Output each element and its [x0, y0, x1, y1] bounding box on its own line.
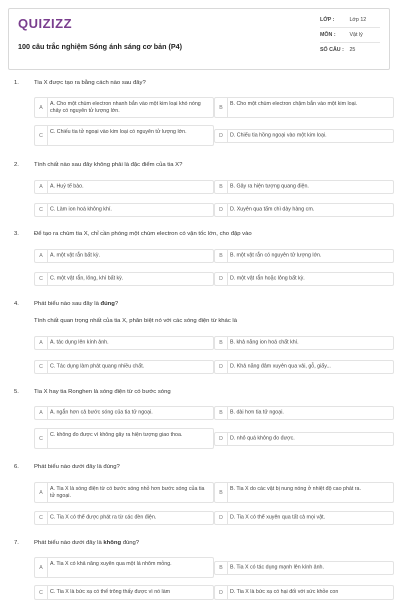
meta-divider — [320, 27, 380, 28]
option-text: B. dài hơn tia tử ngoại. — [230, 409, 284, 416]
option-text: D. Khả năng đâm xuyên qua vải, gỗ, giấy... — [230, 363, 331, 370]
option-letter: C — [35, 429, 48, 448]
question-number: 1. — [14, 80, 19, 86]
option-b[interactable] — [214, 482, 394, 503]
option-text: A. Huỷ tế bào. — [50, 183, 84, 190]
option-letter: B — [215, 250, 228, 262]
option-c[interactable] — [34, 125, 214, 146]
option-text: A. Tia X là sóng điện từ có bước sóng nhỏ hơn bước sóng của tia tử ngoại. — [50, 486, 205, 499]
option-text: C. Chiếu tia tử ngoại vào kim loại có nguyên tử lượng lớn. — [50, 129, 187, 135]
meta-subject-label: MÔN : — [320, 32, 336, 38]
meta-subject-value: Vật lý — [349, 32, 363, 38]
option-d[interactable] — [214, 203, 394, 217]
option-letter: B — [215, 483, 228, 502]
meta-grade-label: LỚP : — [320, 17, 335, 23]
question-text-part: ? — [114, 301, 119, 307]
option-letter: D — [215, 130, 228, 142]
question-text — [34, 301, 374, 307]
option-c[interactable] — [34, 203, 214, 217]
option-b[interactable] — [214, 561, 394, 575]
option-letter: D — [215, 204, 228, 216]
option-d[interactable] — [214, 585, 394, 600]
option-text: A. Cho một chùm electron nhanh bắn vào một kim loại khó nóng chảy có nguyên tử lượng lớn. — [50, 101, 201, 114]
question-text: Tính chất nào sau đây không phải là đặc điểm của tia X? — [34, 162, 183, 168]
option-text: C. một vật rắn, lỏng, khí bất kỳ. — [50, 275, 124, 282]
meta-grade — [320, 17, 366, 23]
option-letter: A — [35, 483, 48, 502]
question-number: 6. — [14, 464, 19, 470]
question-text-part: Phát biểu nào dưới đây là — [34, 540, 104, 546]
option-text: A. ngắn hơn cả bước sóng của tia tử ngoại. — [50, 409, 153, 416]
question-text-emphasis: không — [103, 540, 122, 546]
option-text: C. Tác dụng làm phát quang nhiều chất. — [50, 363, 145, 370]
option-c[interactable] — [34, 360, 214, 374]
option-text: D. Chiếu tia hồng ngoại vào một kim loại. — [230, 132, 327, 139]
question-number: 2. — [14, 162, 19, 168]
option-d[interactable] — [214, 129, 394, 143]
option-text: D. một vật rắn hoặc lỏng bất kỳ. — [230, 275, 305, 282]
question-text: Tia X được tạo ra bằng cách nào sau đây? — [34, 80, 146, 86]
option-text: D. Tia X có thể xuyên qua tất cả mọi vật. — [230, 514, 326, 521]
option-d[interactable] — [214, 272, 394, 286]
meta-count — [320, 47, 355, 53]
question-number: 7. — [14, 540, 19, 546]
question-text: Tia X hay tia Ronghen là sóng điện từ có bước sóng — [34, 389, 171, 395]
worksheet-title: 100 câu trắc nghiệm Sóng ánh sáng cơ bản (P4) — [18, 42, 183, 51]
option-letter: B — [215, 98, 228, 117]
option-letter: A — [35, 181, 48, 193]
meta-grade-value: Lớp 12 — [349, 17, 367, 23]
option-text: D. Xuyên qua tấm chì dày hàng cm. — [230, 206, 315, 213]
option-text: C. Làm ion hoá không khí. — [50, 206, 112, 213]
meta-divider — [320, 42, 380, 43]
option-letter: C — [35, 126, 48, 145]
option-letter: D — [215, 361, 228, 373]
option-c[interactable] — [34, 428, 214, 449]
option-letter: D — [215, 512, 228, 524]
question-text: Phát biểu nào dưới đây là đúng? — [34, 464, 120, 470]
option-text: D. nhỏ quá không đo được. — [230, 435, 295, 442]
meta-count-label: SỐ CÂU : — [320, 47, 344, 53]
question-text-part: Phát biểu nào sau đây là — [34, 301, 101, 307]
meta-count-value: 25 — [349, 47, 356, 53]
question-text: Để tạo ra chùm tia X, chỉ cần phóng một chùm electron có vận tốc lớn, cho đập vào — [34, 231, 252, 237]
option-a[interactable] — [34, 249, 214, 263]
question-text-part: đúng? — [121, 540, 140, 546]
option-text: C. Tia X là bức xạ có thể trông thấy được vì nó làm — [50, 589, 171, 595]
option-letter: D — [215, 273, 228, 285]
option-letter: B — [215, 407, 228, 419]
option-text: C. không đo được vì không gây ra hiện tượng giao thoa. — [50, 432, 183, 438]
option-text: D. Tia X là bức xạ có hại đối với sức khỏe con — [230, 589, 339, 595]
question-number: 5. — [14, 389, 19, 395]
option-letter: A — [35, 250, 48, 262]
option-a[interactable] — [34, 482, 214, 503]
option-b[interactable] — [214, 406, 394, 420]
question-number: 4. — [14, 301, 19, 307]
option-c[interactable] — [34, 585, 214, 600]
option-letter: A — [35, 407, 48, 419]
option-text: A. tác dụng lên kính ảnh. — [50, 339, 109, 346]
meta-subject — [320, 32, 363, 38]
question-text — [34, 540, 374, 546]
question-text-emphasis: đúng — [100, 301, 115, 307]
option-text: A. Tia X có khả năng xuyên qua một lá nhôm mỏng. — [50, 561, 172, 567]
option-b[interactable] — [214, 336, 394, 350]
option-letter: A — [35, 98, 48, 117]
option-letter: D — [215, 433, 228, 445]
option-a[interactable] — [34, 97, 214, 118]
question-number: 3. — [14, 231, 19, 237]
option-text: B. Cho một chùm electron chậm bắn vào một kim loại. — [230, 101, 358, 107]
option-a[interactable] — [34, 180, 214, 194]
option-b[interactable] — [214, 97, 394, 118]
option-text: B. khả năng ion hoá chất khí. — [230, 339, 299, 346]
question-subtext: Tính chất quan trọng nhất của tia X, phân biệt nó với các sóng điện từ khác là — [34, 318, 237, 324]
option-letter: A — [35, 558, 48, 577]
option-letter: C — [35, 361, 48, 373]
option-a[interactable] — [34, 557, 214, 578]
option-letter: C — [35, 512, 48, 524]
option-d[interactable] — [214, 511, 394, 525]
quizizz-logo: QUIZIZZ — [18, 16, 73, 31]
option-b[interactable] — [214, 180, 394, 194]
option-text: B. Gây ra hiện tượng quang điện. — [230, 183, 309, 190]
option-text: B. Tia X do các vật bị nung nóng ở nhiệt độ cao phát ra. — [230, 486, 361, 492]
option-c[interactable] — [34, 511, 214, 525]
option-a[interactable] — [34, 406, 214, 420]
option-d[interactable] — [214, 432, 394, 446]
option-letter: C — [35, 273, 48, 285]
option-letter: B — [215, 337, 228, 349]
option-letter: C — [35, 586, 48, 599]
option-b[interactable] — [214, 249, 394, 263]
option-letter: A — [35, 337, 48, 349]
option-letter: B — [215, 181, 228, 193]
option-letter: D — [215, 586, 228, 599]
option-text: A. một vật rắn bất kỳ. — [50, 252, 101, 259]
option-d[interactable] — [214, 360, 394, 374]
option-letter: C — [35, 204, 48, 216]
option-c[interactable] — [34, 272, 214, 286]
option-letter: B — [215, 562, 228, 574]
option-text: B. Tia X có tác dụng mạnh lên kính ảnh. — [230, 564, 324, 571]
option-text: C. Tia X có thể được phát ra từ các đèn điện. — [50, 514, 157, 521]
option-text: B. một vật rắn có nguyên tử lượng lớn. — [230, 252, 322, 259]
option-a[interactable] — [34, 336, 214, 350]
